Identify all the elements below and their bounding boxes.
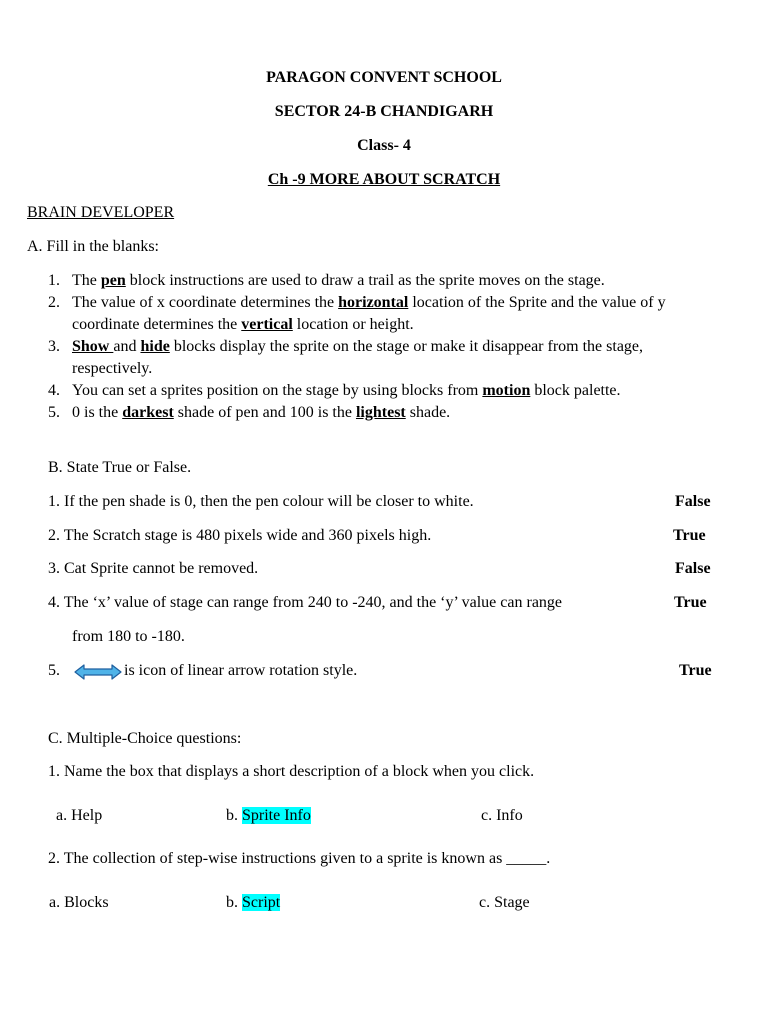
mcq-2-option-b: b. Script <box>226 894 281 911</box>
tf-answer-1: False <box>675 493 711 510</box>
fill-item-4: 4. You can set a sprites position on the stage by using blocks from motion block palette. <box>48 382 621 399</box>
fill-item-5: 5. 0 is the darkest shade of pen and 100 is the lightest shade. <box>48 404 451 421</box>
fill-item-2: 2. The value of x coordinate determines the horizontal location of the Sprite and the value of y <box>48 294 666 311</box>
tf-question-4: 4. The ‘x’ value of stage can range from 240 to -240, and the ‘y’ value can range <box>48 594 563 611</box>
section-title: BRAIN DEVELOPER <box>27 204 175 221</box>
tf-question-5: 5. <box>48 662 60 679</box>
mcq-2-option-a: a. Blocks <box>49 894 109 911</box>
fill-item-3-line2: respectively. <box>72 360 153 377</box>
fill-item-3: 3. Show and hide blocks display the sprite on the stage or make it disappear from the stage, <box>48 338 644 355</box>
true-false-heading: B. State True or False. <box>48 459 192 476</box>
tf-question-2: 2. The Scratch stage is 480 pixels wide and 360 pixels high. <box>48 527 432 544</box>
tf-question-5-text: is icon of linear arrow rotation style. <box>124 662 358 679</box>
chapter-title: Ch -9 MORE ABOUT SCRATCH <box>267 171 501 188</box>
double-arrow-icon <box>74 664 122 680</box>
mcq-heading: C. Multiple-Choice questions: <box>48 730 242 747</box>
mcq-question-2: 2. The collection of step-wise instructions given to a sprite is known as _____. <box>48 850 551 867</box>
tf-answer-5: True <box>679 662 712 679</box>
school-address: SECTOR 24-B CHANDIGARH <box>274 103 494 120</box>
mcq-1-option-c: c. Info <box>481 807 523 824</box>
tf-question-4-line2: from 180 to -180. <box>72 628 185 645</box>
tf-question-1: 1. If the pen shade is 0, then the pen colour will be closer to white. <box>48 493 474 510</box>
class-label: Class- 4 <box>357 137 411 154</box>
fill-item-1: 1. The pen block instructions are used to draw a trail as the sprite moves on the stage. <box>48 272 605 289</box>
tf-answer-2: True <box>673 527 706 544</box>
fill-blanks-heading: A. Fill in the blanks: <box>27 238 159 255</box>
fill-item-2-line2: coordinate determines the vertical location or height. <box>72 316 414 333</box>
tf-question-3: 3. Cat Sprite cannot be removed. <box>48 560 259 577</box>
mcq-2-option-c: c. Stage <box>479 894 530 911</box>
tf-answer-4: True <box>674 594 707 611</box>
mcq-question-1: 1. Name the box that displays a short description of a block when you click. <box>48 763 535 780</box>
school-name: PARAGON CONVENT SCHOOL <box>266 69 502 86</box>
tf-answer-3: False <box>675 560 711 577</box>
mcq-1-option-a: a. Help <box>56 807 103 824</box>
mcq-1-option-b: b. Sprite Info <box>226 807 311 824</box>
